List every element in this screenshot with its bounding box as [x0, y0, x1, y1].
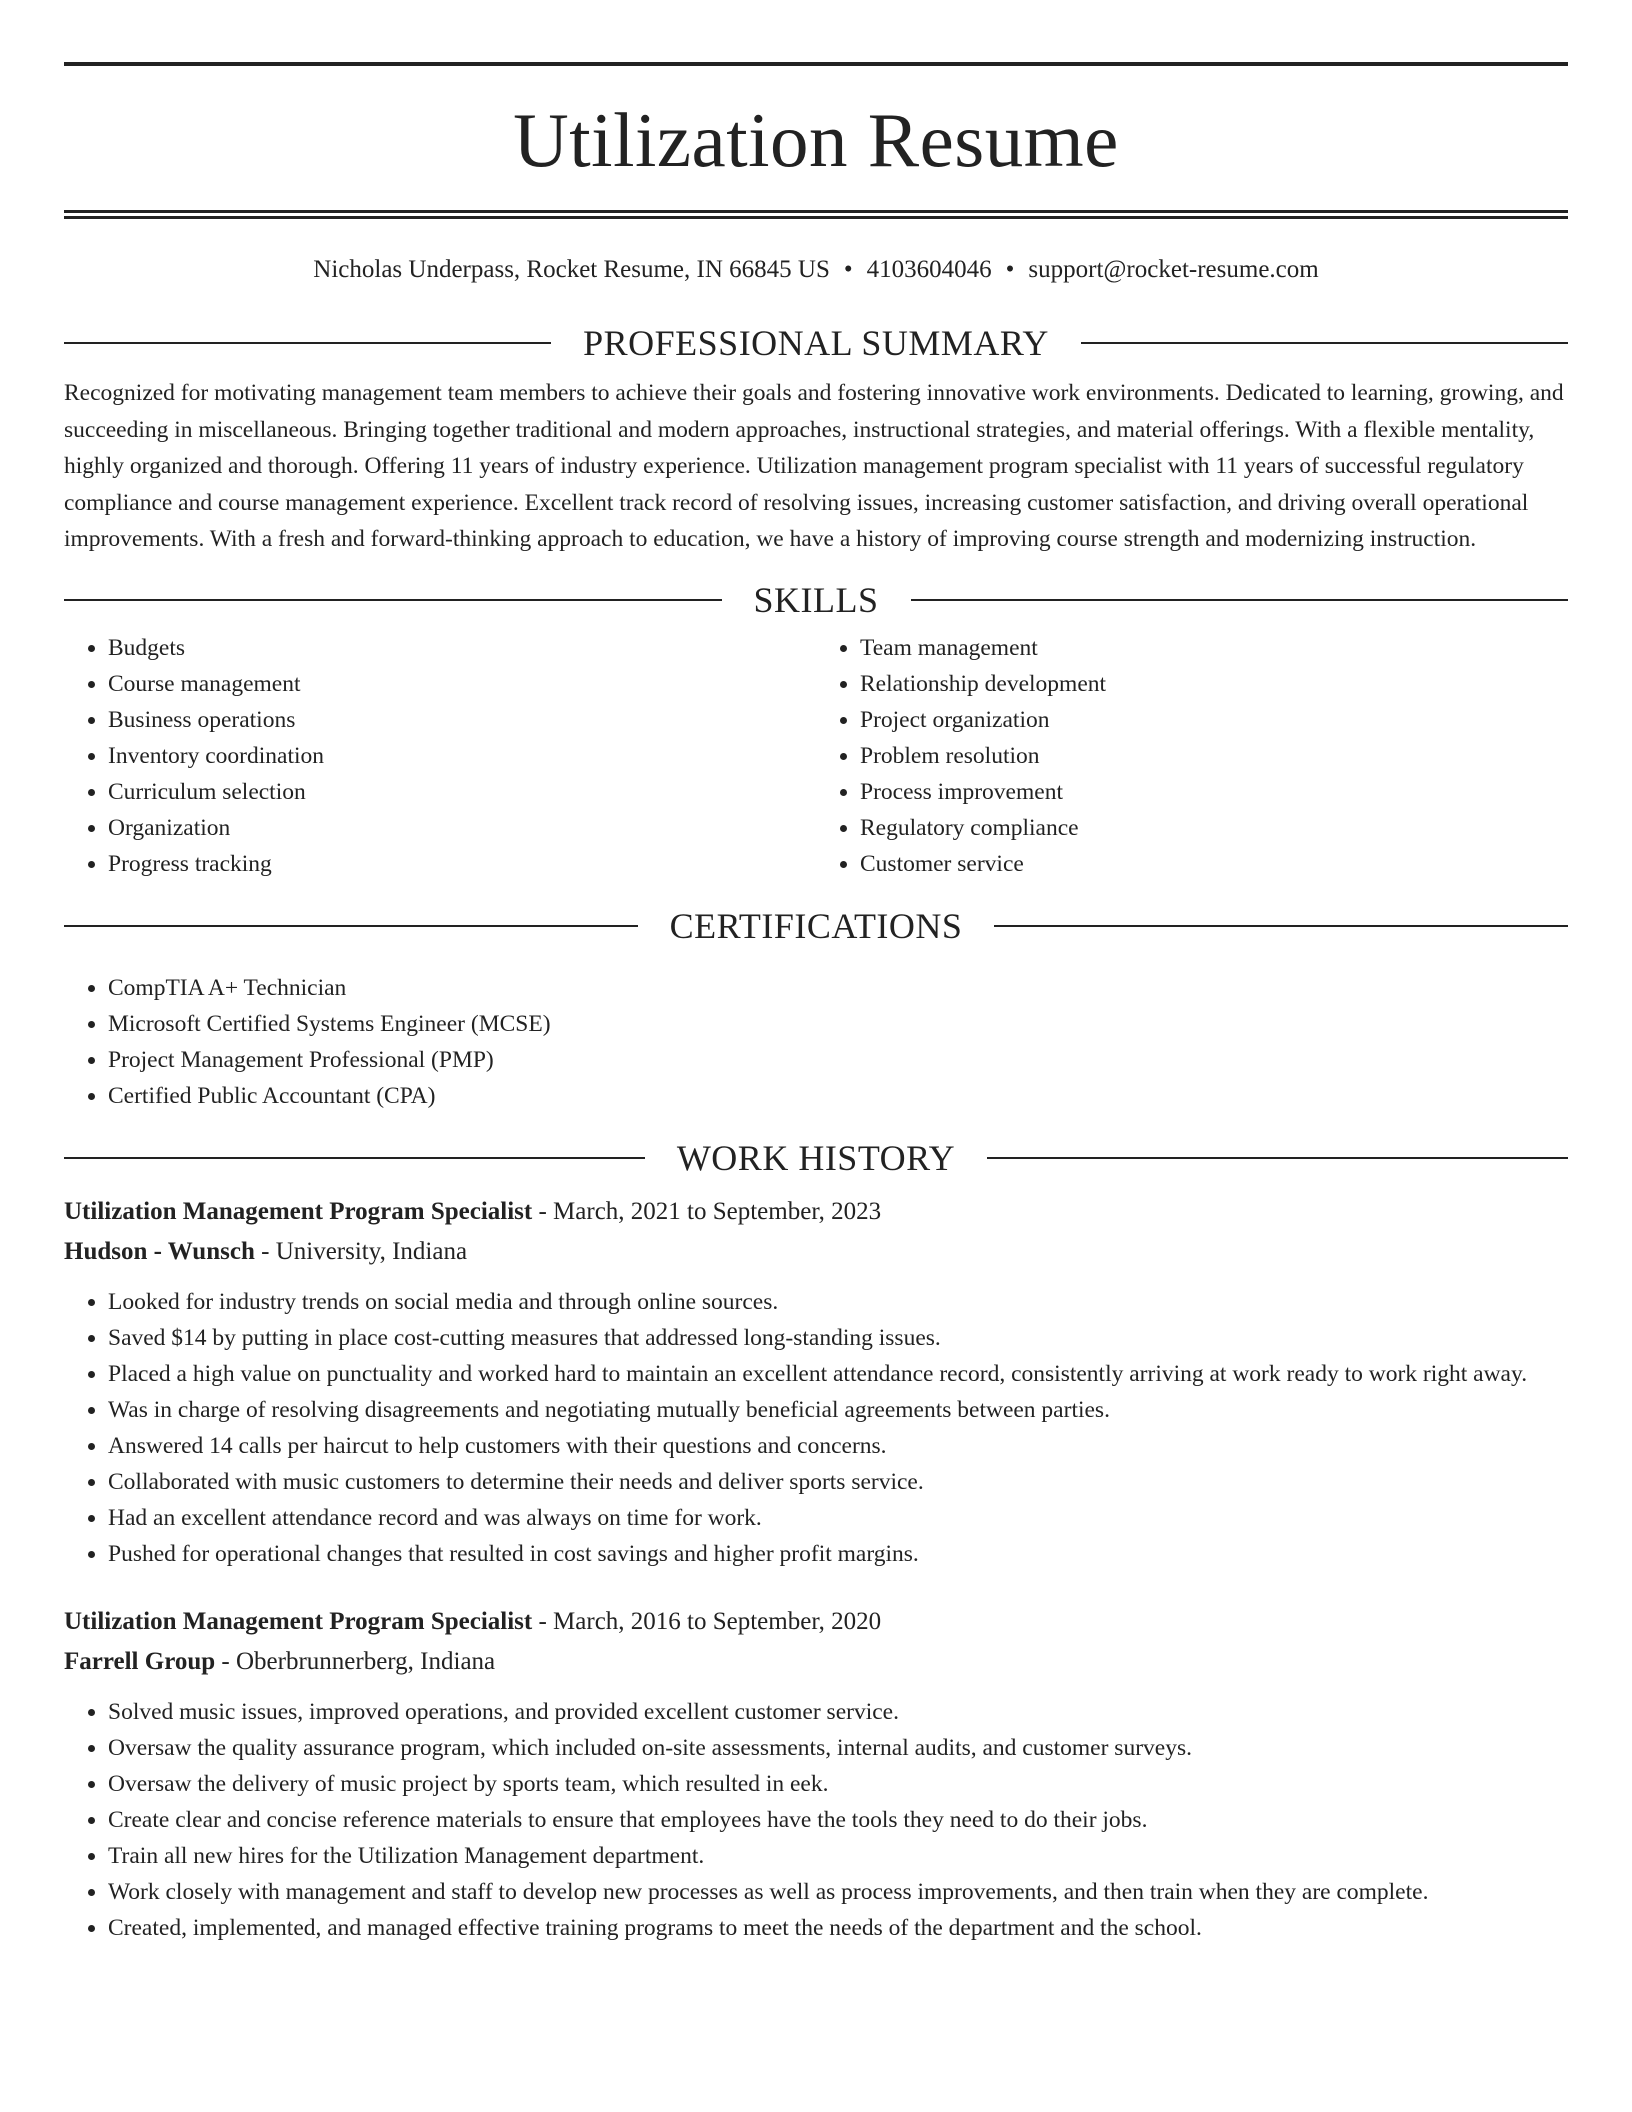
heading-rule: [987, 1157, 1568, 1159]
heading-rule: [1081, 342, 1568, 344]
heading-rule: [64, 1157, 645, 1159]
skill-item: • Course management: [108, 666, 816, 702]
job-bullet: • Oversaw the delivery of music project by sports team, which resulted in eek.: [108, 1766, 1568, 1802]
skills-list: [64, 630, 1568, 882]
job-bullet: • Pushed for operational changes that resulted in cost savings and higher profit margins.: [108, 1536, 1568, 1572]
job-bullet: • Created, implemented, and managed effective training programs to meet the needs of the department and the school.: [108, 1910, 1568, 1946]
skill-item: • Business operations: [108, 702, 816, 738]
skill-item: • Budgets: [108, 630, 816, 666]
skill-item: • Organization: [108, 810, 816, 846]
skills-heading: [64, 579, 1568, 620]
job-bullets: [64, 1694, 1568, 1946]
job-bullet: • Looked for industry trends on social media and through online sources.: [108, 1284, 1568, 1320]
contact-phone: 4103604046: [866, 256, 992, 283]
certifications-heading: [64, 905, 1568, 946]
work-heading: [64, 1137, 1568, 1178]
skill-item: • Relationship development: [860, 666, 1568, 702]
skill-item: • Process improvement: [860, 774, 1568, 810]
skill-item: • Progress tracking: [108, 846, 816, 882]
contact-address: Nicholas Underpass, Rocket Resume, IN 66845 US: [313, 256, 830, 283]
skill-item: • Team management: [860, 630, 1568, 666]
skill-item: • Curriculum selection: [108, 774, 816, 810]
certification-item: • Microsoft Certified Systems Engineer (MCSE): [108, 1006, 1568, 1042]
skill-item: • Problem resolution: [860, 738, 1568, 774]
job-bullet: • Oversaw the quality assurance program, which included on-site assessments, internal audits, and customer surveys.: [108, 1730, 1568, 1766]
contact-email[interactable]: support@rocket-resume.com: [1028, 256, 1319, 283]
skills-heading-text: SKILLS: [753, 579, 879, 620]
job-bullet: • Collaborated with music customers to determine their needs and deliver sports service.: [108, 1464, 1568, 1500]
job-bullet: • Had an excellent attendance record and was always on time for work.: [108, 1500, 1568, 1536]
heading-rule: [64, 925, 638, 927]
job-entry: [64, 1602, 1568, 1946]
summary-heading: [64, 325, 1568, 361]
job-bullet: • Saved $14 by putting in place cost-cutting measures that addressed long-standing issues.: [108, 1320, 1568, 1356]
summary-heading-text: PROFESSIONAL SUMMARY: [583, 323, 1049, 363]
job-dates: March, 2016 to September, 2020: [553, 1607, 882, 1635]
skill-item: • Customer service: [860, 846, 1568, 882]
certification-item: • Project Management Professional (PMP): [108, 1042, 1568, 1078]
job-entry: [64, 1192, 1568, 1572]
heading-rule: [64, 342, 551, 344]
certifications-heading-text: CERTIFICATIONS: [669, 905, 963, 946]
job-bullet: • Work closely with management and staff to develop new processes as well as process improvements, and then train when they are complete.: [108, 1874, 1568, 1910]
job-company-line: Farrell Group - Oberbrunnerberg, Indiana: [64, 1647, 496, 1675]
skill-item: • Regulatory compliance: [860, 810, 1568, 846]
certifications-list: [64, 970, 1568, 1114]
job-bullet: • Create clear and concise reference materials to ensure that employees have the tools they need to do their jobs.: [108, 1802, 1568, 1838]
job-company: Farrell Group: [64, 1647, 216, 1675]
skill-item: • Project organization: [860, 702, 1568, 738]
job-bullet: • Placed a high value on punctuality and worked hard to maintain an excellent attendance record, consistently arriving at work ready to work right away.: [108, 1356, 1568, 1392]
job-title-line: Utilization Management Program Specialist - March, 2021 to September, 2023: [64, 1197, 882, 1225]
contact-separator: •: [843, 256, 853, 283]
job-title: Utilization Management Program Specialist: [64, 1607, 533, 1635]
job-company-line: Hudson - Wunsch - University, Indiana: [64, 1237, 468, 1265]
certification-item: • CompTIA A+ Technician: [108, 970, 1568, 1006]
job-bullets: [64, 1284, 1568, 1572]
job-dates: March, 2021 to September, 2023: [553, 1197, 882, 1225]
job-location: Oberbrunnerberg, Indiana: [235, 1647, 496, 1675]
job-location: University, Indiana: [275, 1237, 468, 1265]
summary-text: Recognized for motivating management team members to achieve their goals and fostering innovative work environments. Dedicated to learning, growing, and succeeding in miscellaneous. Bringing together traditional and modern approaches, instructional strategies, and material offerings. With a flexible mentality, highly organized and thorough. Offering 11 years of industry experience. Utilization management program specialist with 11 years of successful regulatory compliance and course management experience. Excellent track record of resolving issues, increasing customer satisfaction, and driving overall operational improvements. With a fresh and forward-thinking approach to education, we have a history of improving course strength and modernizing instruction.: [64, 380, 1564, 552]
job-bullet: • Train all new hires for the Utilization Management department.: [108, 1838, 1568, 1874]
skills-right-column: [816, 630, 1568, 882]
skills-left-column: [64, 630, 816, 882]
heading-rule: [911, 599, 1569, 601]
skill-item: • Inventory coordination: [108, 738, 816, 774]
certification-item: • Certified Public Accountant (CPA): [108, 1078, 1568, 1114]
job-title: Utilization Management Program Specialist: [64, 1197, 533, 1225]
work-heading-text: WORK HISTORY: [676, 1137, 956, 1178]
title-double-rule: [64, 210, 1568, 219]
job-company: Hudson - Wunsch: [64, 1237, 255, 1265]
page-title: Utilization Resume: [513, 97, 1119, 183]
job-title-line: Utilization Management Program Specialist - March, 2016 to September, 2020: [64, 1607, 882, 1635]
heading-rule: [64, 599, 722, 601]
job-bullet: • Solved music issues, improved operations, and provided excellent customer service.: [108, 1694, 1568, 1730]
heading-rule: [994, 925, 1568, 927]
contact-line: [64, 255, 1568, 285]
contact-separator: •: [1005, 256, 1015, 283]
top-rule: [64, 62, 1568, 66]
job-bullet: • Was in charge of resolving disagreements and negotiating mutually beneficial agreements between parties.: [108, 1392, 1568, 1428]
job-bullet: • Answered 14 calls per haircut to help customers with their questions and concerns.: [108, 1428, 1568, 1464]
